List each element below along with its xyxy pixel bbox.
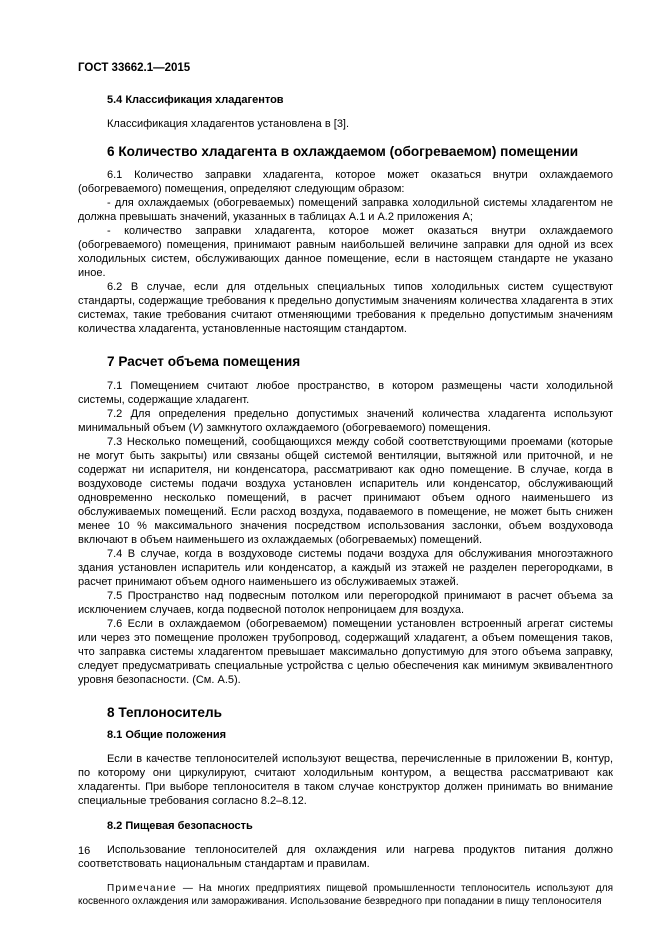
section-5-4-heading: 5.4 Классификация хладагентов (107, 94, 284, 106)
section-7-2-paragraph (78, 407, 613, 435)
section-8-1-heading: 8.1 Общие положения (107, 729, 227, 741)
section-6-1-paragraph: 6.1 Количество заправки хладагента, которое может оказаться внутри охлаждаемого (обогреваемого) помещения, определяют следующим образом: (78, 169, 613, 195)
section-6-heading: 6 Количество хладагента в охлаждаемом (обогреваемом) помещении (107, 144, 579, 159)
document-code: ГОСТ 33662.1—2015 (78, 62, 191, 74)
section-6-1-item-2: - количество заправки хладагента, которое может оказаться внутри охлаждаемого (обогреваемого) помещения, принимают равным наибольшей величине заправки для одной из всех холодильных систем, обслуживающих данное помещение, если в настоящем стандарте не указано иное. (78, 225, 613, 279)
section-7-4-paragraph: 7.4 В случае, когда в воздуховоде системы подачи воздуха для обслуживания многоэтажного здания установлен испаритель или конденсатор, а каждый из этажей не разделен перегородками, в расчет принимают объем одного наименьшего из обслуживаемых этажей. (78, 548, 613, 588)
section-8-2-heading: 8.2 Пищевая безопасность (107, 820, 253, 832)
section-7-3-paragraph: 7.3 Несколько помещений, сообщающихся между собой соответствующими проемами (которые не могут быть закрыты) или связаны общей системой вентиляции, вытяжной или приточной, и не содержат ни испарителя, ни конденсатора, рассматривают как одно помещение. В случае, когда в воздуховоде системы подачи воздуха установлен испаритель или конденсатор, обслуживающий одновременно несколько помещений, в расчет принимают объем одного наименьшего из обслуживаемых помещений. Если расход воздуха, подаваемого в помещение, не может быть снижен менее 10 % максимального значения посредством использования заслонки, объем воздуховода включают в объем наименьшего из охлаждаемых (обогреваемых) помещений. (78, 436, 613, 546)
page-number: 16 (78, 845, 91, 857)
section-7-5-paragraph: 7.5 Пространство над подвесным потолком или перегородкой принимают в расчет объема за исключением случаев, когда подвесной потолок непроницаем для воздуха. (78, 590, 613, 616)
note-text: — На многих предприятиях пищевой промышленности теплоноситель используют для косвенного охлаждения или замораживания. Использование безвредного при попадании в пищу теплоносителя (78, 883, 613, 907)
page-content (78, 87, 613, 908)
section-7-1-paragraph: 7.1 Помещением считают любое пространство, в котором размещены части холодильной системы, содержащие хладагент. (78, 380, 613, 406)
section-7-6-paragraph: 7.6 Если в охлаждаемом (обогреваемом) помещении установлен встроенный агрегат системы или через это помещение проложен трубопровод, содержащий хладагент, а объем помещения таков, что заправка системы хладагентом превышает максимально допустимую для этого объема заправку, следует предусматривать специальные устройства с целью обеспечения как минимум эквивалентного уровня безопасности. (См. А.5). (78, 618, 613, 686)
note-paragraph (78, 882, 613, 908)
section-6-2-paragraph: 6.2 В случае, если для отдельных специальных типов холодильных систем существуют стандарты, содержащие требования к предельно допустимым значениям количества хладагента в этих системах, такие требования считают отменяющими требования к предельно допустимым значениям количества хладагента, установленные настоящим стандартом. (78, 281, 613, 335)
section-8-heading: 8 Теплоноситель (107, 705, 222, 720)
section-8-2-paragraph: Использование теплоносителей для охлаждения или нагрева продуктов питания должно соответствовать национальным стандартам и правилам. (78, 844, 613, 870)
section-7-heading: 7 Расчет объема помещения (107, 354, 301, 369)
section-5-4-paragraph: Классификация хладагентов установлена в [3]. (107, 118, 350, 130)
section-7-2-text-a: 7.2 Для определения предельно допустимых значений количества хладагента используют минимальный объем ( (78, 408, 613, 434)
section-7-2-text-b: ) замкнутого охлаждаемого (обогреваемого) помещения. (199, 422, 491, 434)
section-6-1-item-1: - для охлаждаемых (обогреваемых) помещений заправка холодильной системы хладагентом не должна превышать значений, указанных в таблицах А.1 и А.2 приложения А; (78, 197, 613, 223)
volume-symbol: V (192, 422, 200, 434)
section-8-1-paragraph: Если в качестве теплоносителей используют вещества, перечисленные в приложении В, контур, по которому они циркулируют, считают холодильным контуром, а вещества рассматривают как хладагенты. При выборе теплоносителя в таком случае конструктор должен принимать во внимание специальные требования согласно 8.2–8.12. (78, 753, 613, 807)
note-label: Примечание (107, 883, 177, 894)
